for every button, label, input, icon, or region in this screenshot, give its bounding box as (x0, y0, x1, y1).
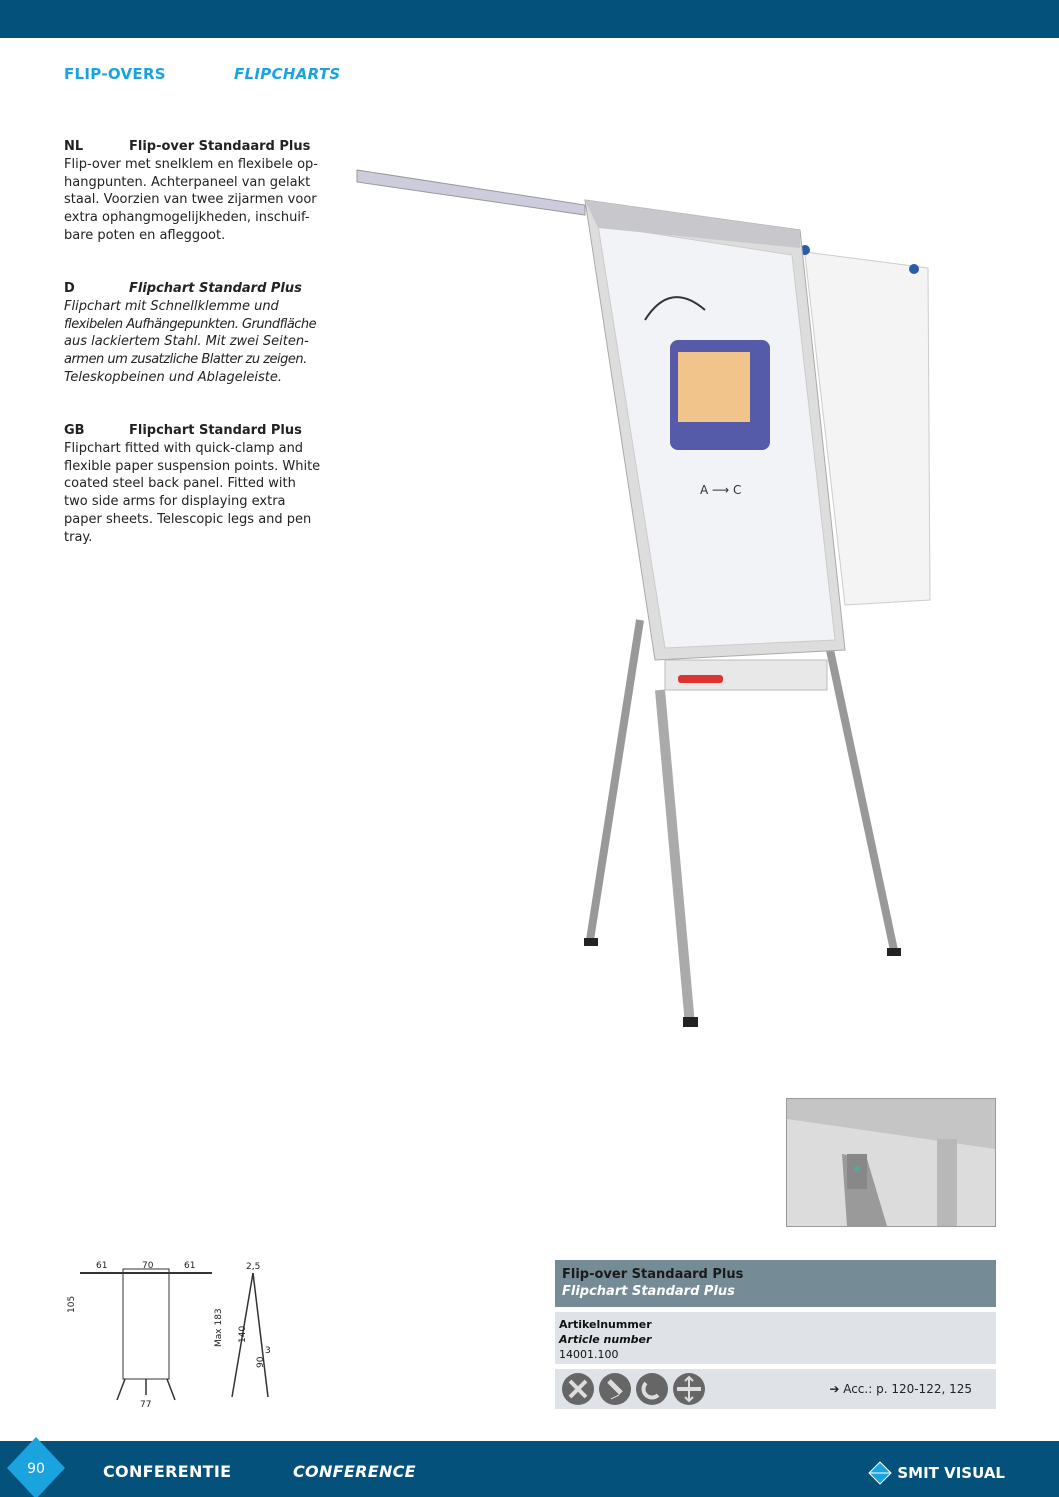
magnet-icon (636, 1373, 668, 1405)
title-nl: Flip-over Standaard Plus (562, 1267, 744, 1282)
footer-section-en: CONFERENCE (293, 1462, 416, 1481)
features-row (555, 1369, 996, 1409)
dim-max-height: Max 183 (214, 1308, 224, 1347)
dim-panel-width: 70 (142, 1261, 154, 1271)
article-number: 14001.100 (559, 1348, 619, 1361)
height-adjust-icon (673, 1373, 705, 1405)
top-bar (0, 0, 1059, 38)
dim-side-140: 140 (238, 1325, 248, 1343)
dim-side-3: 3 (265, 1346, 271, 1356)
lang-code: NL (64, 139, 84, 154)
marker-icon (599, 1373, 631, 1405)
description-title: Flipchart Standard Plus (129, 423, 302, 438)
description-nl (64, 138, 334, 245)
footer-bar (0, 1441, 1059, 1497)
brand-logo (868, 1461, 1005, 1485)
product-info-box (555, 1260, 996, 1409)
brand-name: SMIT VISUAL (897, 1464, 1005, 1482)
dim-arm-right: 61 (184, 1261, 196, 1271)
section-title-en: FLIPCHARTS (234, 65, 341, 83)
section-title-nl: FLIP-OVERS (64, 65, 166, 83)
text-line: bare poten en afleggoot. (64, 227, 226, 243)
text-line: armen um zusatzliche Blatter zu zeigen. (64, 352, 307, 368)
text-line: extra ophangmogelijkheden, inschuif- (64, 210, 310, 226)
text-line: Flipchart fitted with quick-clamp and (64, 440, 304, 456)
description-de (64, 280, 334, 387)
dim-arm-left: 61 (96, 1261, 108, 1271)
dimension-drawing (60, 1255, 290, 1415)
text-line: coated steel back panel. Fitted with (64, 476, 296, 492)
text-line: flexibelen Aufhängepunkten. Grundfläche (64, 316, 317, 332)
lang-code: GB (64, 423, 85, 438)
text-line: flexible paper suspension points. White (64, 458, 321, 474)
tools-icon (562, 1373, 594, 1405)
detail-photo-clamp (786, 1098, 996, 1227)
article-label-nl: Artikelnummer (559, 1318, 652, 1331)
footer-section-nl: CONFERENTIE (103, 1462, 232, 1481)
product-photo-flipchart (350, 160, 950, 1040)
text-line: Flip-over met snelklem en flexibele op- (64, 156, 318, 172)
description-gb (64, 422, 334, 547)
dim-side-90: 90 (256, 1356, 266, 1368)
text-line: paper sheets. Telescopic legs and pen (64, 511, 312, 527)
dim-panel-height: 105 (67, 1295, 77, 1313)
dim-top-depth: 2,5 (246, 1262, 261, 1272)
accessories-reference: ➔ Acc.: p. 120-122, 125 (829, 1382, 972, 1396)
text-line: Teleskopbeinen und Ablageleiste. (64, 369, 282, 385)
text-line: staal. Voorzien van twee zijarmen voor (64, 192, 317, 208)
dim-leg-spread: 77 (140, 1400, 152, 1410)
article-label-en: Article number (559, 1333, 652, 1346)
product-title (555, 1260, 996, 1307)
text-line: hangpunten. Achterpaneel van gelakt (64, 174, 311, 190)
text-line: tray. (64, 529, 93, 545)
lang-code: D (64, 281, 75, 296)
description-title: Flip-over Standaard Plus (129, 139, 311, 154)
page-number: 90 (27, 1461, 45, 1477)
description-title: Flipchart Standard Plus (129, 281, 302, 296)
svg-text:A ⟶ C: A ⟶ C (700, 483, 742, 497)
text-line: two side arms for displaying extra (64, 494, 286, 510)
smit-visual-logo-icon (868, 1461, 892, 1485)
text-line: Flipchart mit Schnellklemme und (64, 298, 279, 314)
text-line: aus lackiertem Stahl. Mit zwei Seiten- (64, 334, 309, 350)
title-en: Flipchart Standard Plus (562, 1284, 735, 1299)
article-section (555, 1312, 996, 1364)
